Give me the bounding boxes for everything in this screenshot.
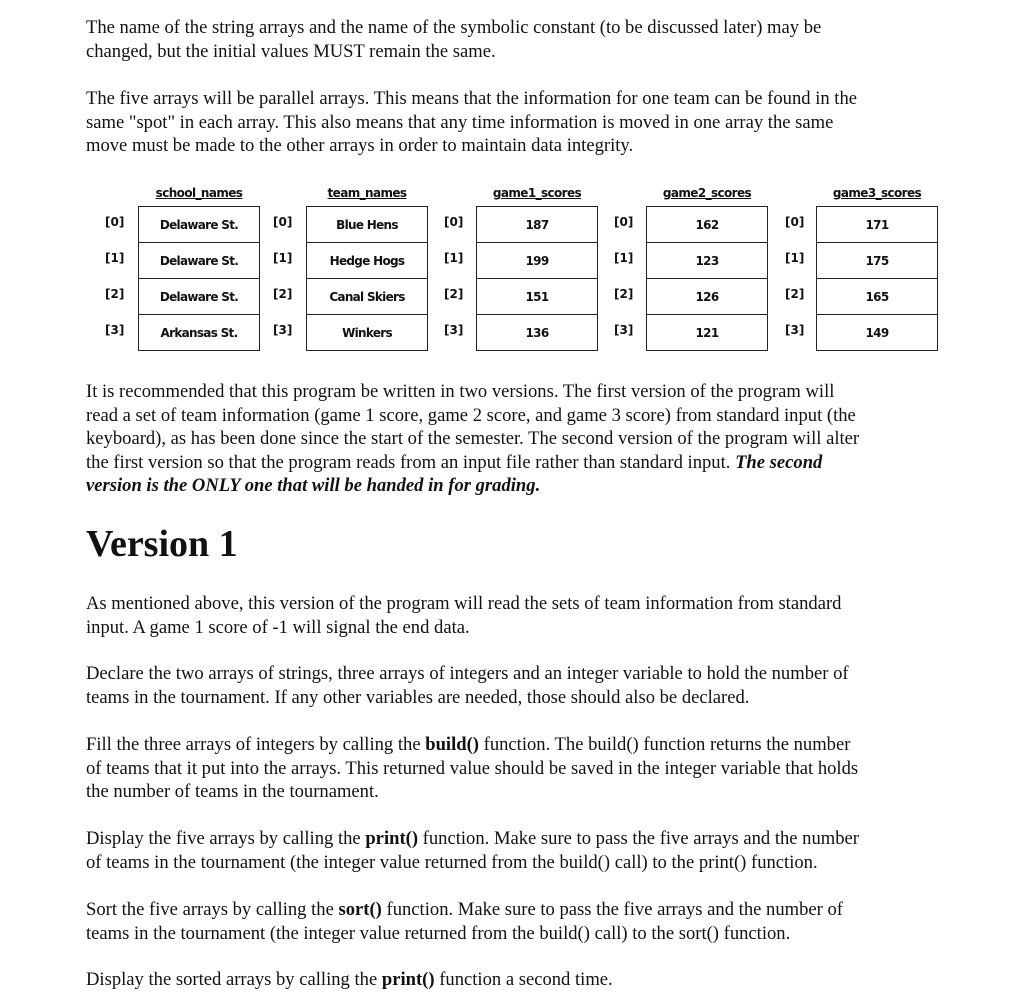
array-cell: Delaware St.	[138, 206, 260, 243]
text-line: the first version so that the program reads from an input file rather than standard input.	[86, 451, 736, 473]
array-index: [0]	[614, 215, 634, 229]
function-name: print()	[381, 969, 435, 990]
array-cell: 136	[476, 314, 598, 351]
text-line: move must be made to the other arrays in order to maintain data integrity.	[86, 135, 634, 156]
text-line: same "spot" in each array. This also means that any time information is moved in one array the same	[86, 111, 834, 133]
text-line: Declare the two arrays of strings, three arrays of integers and an integer variable to hold the number of	[86, 663, 849, 684]
array-cell: 149	[816, 314, 938, 351]
function-name: sort()	[338, 899, 382, 920]
array-index: [2]	[444, 287, 464, 301]
array-cell: Arkansas St.	[138, 314, 260, 351]
text-line: function a second time.	[434, 969, 613, 990]
text-line: teams in the tournament (the integer value returned from the build() call) to the sort() function.	[86, 922, 791, 944]
array-index: [1]	[273, 251, 293, 265]
array-cell: Delaware St.	[138, 278, 260, 315]
array-cell: Delaware St.	[138, 242, 260, 279]
text-line: read a set of team information (game 1 score, game 2 score, and game 3 score) from standard input (the	[86, 404, 856, 426]
array-cell: Blue Hens	[306, 206, 428, 243]
array-cell: 171	[816, 206, 938, 243]
array-cell: Canal Skiers	[306, 278, 428, 315]
text-line: Sort the five arrays by calling the	[86, 899, 339, 920]
array-index: [2]	[105, 287, 125, 301]
array-name: game2_scores	[662, 186, 752, 200]
paragraph-declare	[86, 662, 946, 709]
section-heading: Version 1	[86, 523, 238, 565]
text-line: teams in the tournament. If any other variables are needed, those should also be declared.	[86, 686, 750, 708]
text-line: The name of the string arrays and the name of the symbolic constant (to be discussed later) may be	[86, 17, 822, 38]
text-line: Display the five arrays by calling the	[86, 828, 366, 849]
paragraph-print-again	[86, 968, 946, 992]
text-line: Display the sorted arrays by calling the	[86, 969, 382, 990]
array-name: game1_scores	[492, 186, 582, 200]
array-cell: 187	[476, 206, 598, 243]
array-index: [1]	[444, 251, 464, 265]
array-index: [0]	[444, 215, 464, 229]
array-index: [2]	[273, 287, 293, 301]
array-index: [1]	[785, 251, 805, 265]
text-line: keyboard), as has been done since the start of the semester. The second version of the program will alter	[86, 428, 860, 449]
function-name: build()	[425, 734, 479, 755]
array-index: [1]	[614, 251, 634, 265]
array-name: school_names	[155, 186, 243, 200]
array-cell: 126	[646, 278, 768, 315]
array-index: [3]	[444, 323, 464, 337]
array-cell: 123	[646, 242, 768, 279]
text-line: changed, but the initial values MUST remain the same.	[86, 40, 496, 62]
array-cell: 165	[816, 278, 938, 315]
array-cell: 121	[646, 314, 768, 351]
text-line: It is recommended that this program be written in two versions. The first version of the program will	[86, 381, 835, 402]
paragraph-two-versions	[86, 380, 946, 498]
paragraph-build	[86, 733, 946, 804]
array-index: [1]	[105, 251, 125, 265]
array-name: game3_scores	[832, 186, 922, 200]
paragraph-sort	[86, 898, 946, 945]
array-index: [2]	[785, 287, 805, 301]
text-line: function. Make sure to pass the five arrays and the number of	[381, 899, 843, 920]
array-index: [0]	[273, 215, 293, 229]
text-line: The five arrays will be parallel arrays. This means that the information for one team can be found in the	[86, 88, 858, 109]
array-index: [3]	[105, 323, 125, 337]
array-index: [3]	[273, 323, 293, 337]
emphasis-text: version is the ONLY one that will be handed in for grading.	[86, 475, 541, 496]
text-line: Fill the three arrays of integers by calling the	[86, 734, 426, 755]
text-line: function. Make sure to pass the five arrays and the number	[418, 828, 859, 849]
array-cell: 175	[816, 242, 938, 279]
text-line: of teams that it put into the arrays. This returned value should be saved in the integer variable that holds	[86, 757, 859, 779]
emphasis-text: The second	[735, 451, 823, 473]
paragraph-version1-intro	[86, 592, 946, 639]
paragraph-parallel-arrays	[86, 87, 946, 158]
array-cell: Hedge Hogs	[306, 242, 428, 279]
text-line: function. The build() function returns the number	[478, 734, 851, 755]
text-line: the number of teams in the tournament.	[86, 781, 379, 802]
array-cell: Winkers	[306, 314, 428, 351]
array-cell: 199	[476, 242, 598, 279]
paragraph-rename-note	[86, 16, 946, 63]
array-index: [0]	[105, 215, 125, 229]
text-line: of teams in the tournament (the integer value returned from the build() call) to the print() function.	[86, 851, 818, 873]
array-cell: 151	[476, 278, 598, 315]
paragraph-print	[86, 827, 946, 874]
array-index: [2]	[614, 287, 634, 301]
array-index: [3]	[785, 323, 805, 337]
function-name: print()	[365, 828, 419, 849]
array-cell: 162	[646, 206, 768, 243]
text-line: As mentioned above, this version of the program will read the sets of team information from standard	[86, 593, 842, 614]
text-line: input. A game 1 score of -1 will signal the end data.	[86, 616, 470, 638]
array-index: [3]	[614, 323, 634, 337]
array-name: team_names	[327, 186, 407, 200]
array-index: [0]	[785, 215, 805, 229]
